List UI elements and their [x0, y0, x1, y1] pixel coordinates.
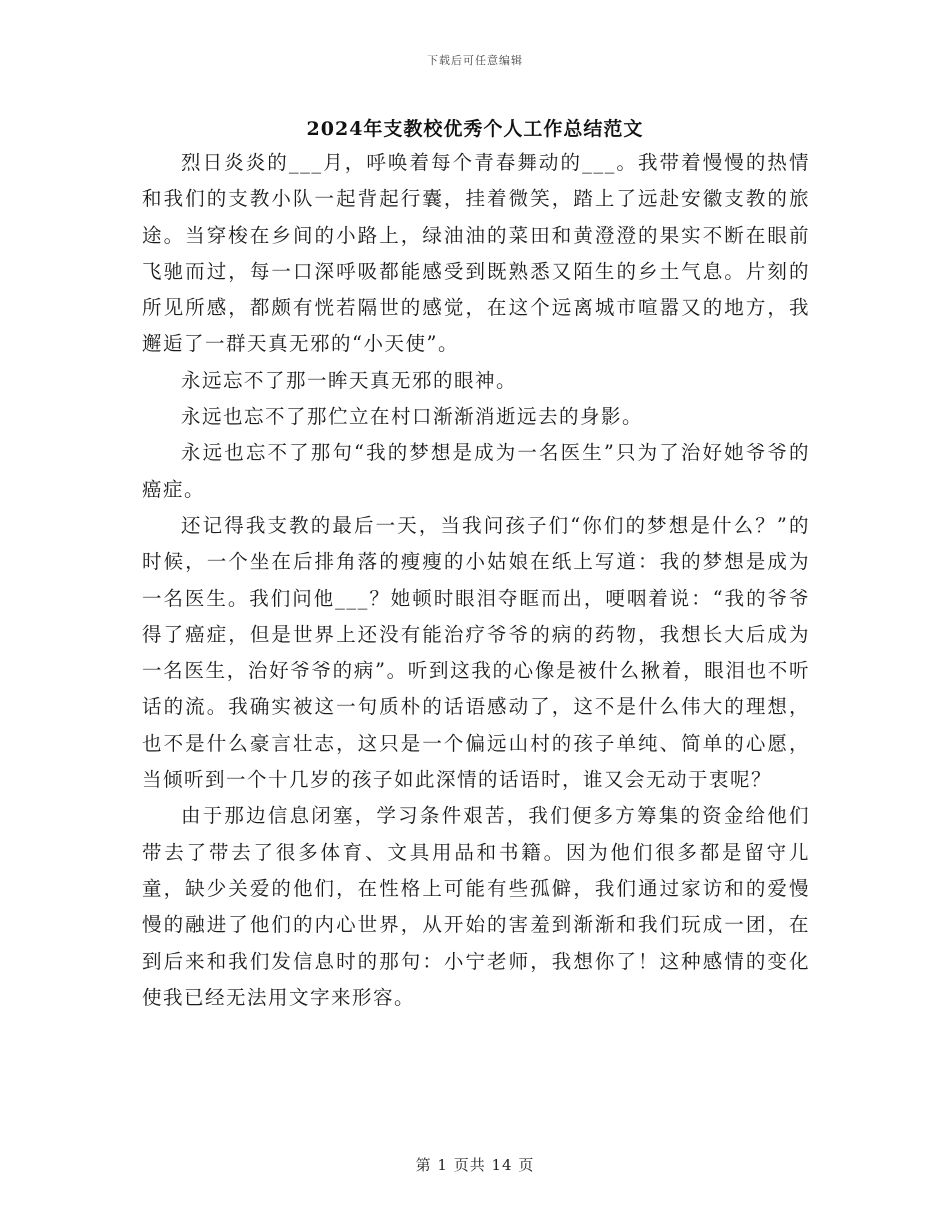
paragraph: 永远也忘不了那句“我的梦想是成为一名医生”只为了治好她爷爷的癌症。: [142, 441, 810, 501]
page-number: 第 1 页共 14 页: [415, 1156, 535, 1174]
header-note: 下载后可任意编辑: [427, 54, 523, 67]
document-body: [142, 145, 810, 1016]
paragraph: 还记得我支教的最后一天，当我问孩子们“你们的梦想是什么？”的时候，一个坐在后排角落的瘦瘦的小姑娘在纸上写道：我的梦想是成为一名医生。我们问他___？她顿时眼泪夺眶而出，哽咽着说：“我的爷爷得了癌症，但是世界上还没有能治疗爷爷的病的药物，我想长大后成为一名医生，治好爷爷的病”。听到这我的心像是被什么揪着，眼泪也不听话的流。我确实被这一句质朴的话语感动了，这不是什么伟大的理想，也不是什么豪言壮志，这只是一个偏远山村的孩子单纯、简单的心愿，当倾听到一个十几岁的孩子如此深情的话语时，谁又会无动于衷呢？: [142, 513, 810, 792]
paragraph: 由于那边信息闭塞，学习条件艰苦，我们便多方筹集的资金给他们带去了带去了很多体育、文具用品和书籍。因为他们很多都是留守儿童，缺少关爱的他们，在性格上可能有些孤僻，我们通过家访和的爱慢慢的融进了他们的内心世界，从开始的害羞到渐渐和我们玩成一团，在到后来和我们发信息时的那句：小宁老师，我想你了！这种感情的变化使我已经无法用文字来形容。: [142, 804, 810, 1009]
paragraph: 永远忘不了那一眸天真无邪的眼神。: [181, 368, 518, 392]
paragraph: 烈日炎炎的___月，呼唤着每个青春舞动的___。我带着慢慢的热情和我们的支教小队一起背起行囊，挂着微笑，踏上了远赴安徽支教的旅途。当穿梭在乡间的小路上，绿油油的菜田和黄澄澄的果实不断在眼前飞驰而过，每一口深呼吸都能感受到既熟悉又陌生的乡土气息。片刻的所见所感，都颇有恍若隔世的感觉，在这个远离城市喧嚣又的地方，我邂逅了一群天真无邪的“小天使”。: [142, 151, 810, 356]
document-title: 2024年支教校优秀个人工作总结范文: [306, 118, 644, 140]
paragraph: 永远也忘不了那伫立在村口渐渐消逝远去的身影。: [181, 405, 644, 429]
